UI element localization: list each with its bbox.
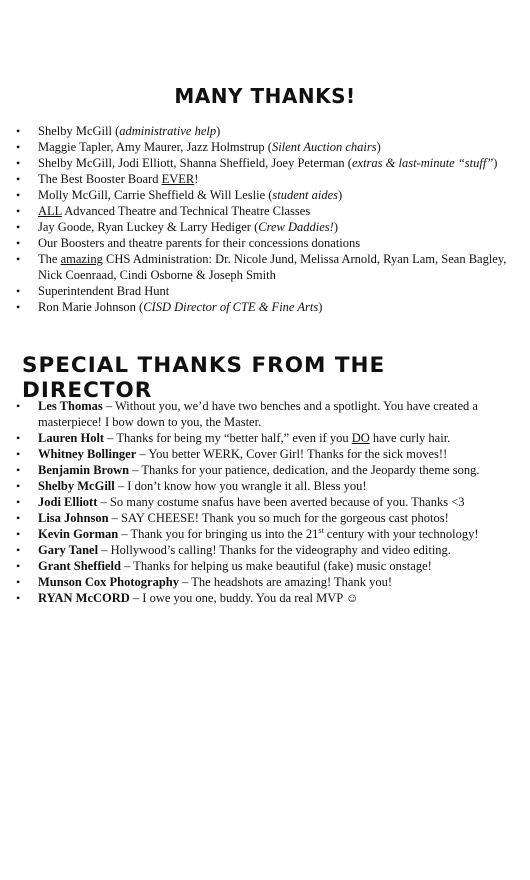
person-name: Lauren Holt <box>38 431 105 445</box>
list-item: • Kevin Gorman – Thank you for bringing us into the 21st century with your technology! <box>16 525 479 541</box>
person-name: Les Thomas <box>38 399 103 413</box>
person-name: Whitney Bollinger <box>38 447 137 461</box>
person-name: Shelby McGill <box>38 479 115 493</box>
bullet-icon: • <box>16 252 21 266</box>
bullet-icon: • <box>16 284 21 298</box>
bullet-icon: • <box>16 543 21 557</box>
list-item: • Jay Goode, Ryan Luckey & Larry Hediger (Crew Daddies!) <box>16 220 339 234</box>
bullet-icon: • <box>16 559 21 573</box>
person-name: Gary Tanel <box>38 543 99 557</box>
bullet-icon: • <box>16 495 21 509</box>
list-item: • Jodi Elliott – So many costume snafus have been averted because of you. Thanks <3 <box>16 495 465 509</box>
person-name: Munson Cox Photography <box>38 575 179 589</box>
list-item: • The Best Booster Board EVER! <box>16 172 199 186</box>
thanks-list <box>16 123 508 315</box>
bullet-icon: • <box>16 463 21 477</box>
list-item: • Shelby McGill – I don’t know how you wrangle it all. Bless you! <box>16 479 367 493</box>
list-item: • Shelby McGill (administrative help) <box>16 124 221 138</box>
list-item: • Maggie Tapler, Amy Maurer, Jazz Holmstrup (Silent Auction chairs) <box>16 140 381 154</box>
bullet-icon: • <box>16 527 21 541</box>
bullet-icon: • <box>16 140 21 154</box>
person-name: Grant Sheffield <box>38 559 121 573</box>
bullet-icon: • <box>16 447 21 461</box>
bullet-icon: • <box>16 479 21 493</box>
bullet-icon: • <box>16 236 21 250</box>
list-item: • RYAN McCORD – I owe you one, buddy. You da real MVP ☺ <box>16 591 359 605</box>
list-item: • Les Thomas – Without you, we’d have two benches and a spotlight. You have created a masterpiece! I bow down to you, the Master. <box>16 399 478 429</box>
bullet-icon: • <box>16 156 21 170</box>
list-item: • Shelby McGill, Jodi Elliott, Shanna Sheffield, Joey Peterman (extras & last-minute “stuff”) <box>16 156 498 170</box>
bullet-icon: • <box>16 300 21 314</box>
list-item: • Our Boosters and theatre parents for their concessions donations <box>16 236 361 250</box>
bullet-icon: • <box>16 204 21 218</box>
list-item: • Grant Sheffield – Thanks for helping us make beautiful (fake) music onstage! <box>16 559 432 573</box>
list-item: • Gary Tanel – Hollywood’s calling! Thanks for the videography and video editing. <box>16 543 451 557</box>
list-item: • Lisa Johnson – SAY CHEESE! Thank you so much for the gorgeous cast photos! <box>16 511 449 525</box>
bullet-icon: • <box>16 220 21 234</box>
bullet-icon: • <box>16 188 21 202</box>
list-item: • Whitney Bollinger – You better WERK, Cover Girl! Thanks for the sick moves!! <box>16 447 448 461</box>
person-name: Kevin Gorman <box>38 527 119 541</box>
list-item: • The amazing CHS Administration: Dr. Nicole Jund, Melissa Arnold, Ryan Lam, Sean Bagley, Nick Coenraad, Cindi Osborne & Joseph Smith <box>16 252 507 282</box>
bullet-icon: • <box>16 591 21 605</box>
list-item: • Munson Cox Photography – The headshots are amazing! Thank you! <box>16 575 393 589</box>
list-item: • Ron Marie Johnson (CISD Director of CTE & Fine Arts) <box>16 300 323 314</box>
bullet-icon: • <box>16 399 21 413</box>
person-name: Jodi Elliott <box>38 495 98 509</box>
bullet-icon: • <box>16 124 21 138</box>
list-item: • Molly McGill, Carrie Sheffield & Will Leslie (student aides) <box>16 188 343 202</box>
list-item: • ALL Advanced Theatre and Technical Theatre Classes <box>16 204 311 218</box>
bullet-icon: • <box>16 511 21 525</box>
list-item: • Benjamin Brown – Thanks for your patience, dedication, and the Jeopardy theme song. <box>16 463 480 477</box>
special-thanks-heading: SPECIAL THANKS FROM THE DIRECTOR <box>22 353 386 403</box>
person-name: Lisa Johnson <box>38 511 109 525</box>
bullet-icon: • <box>16 172 21 186</box>
special-thanks-list <box>16 398 516 606</box>
bullet-icon: • <box>16 431 21 445</box>
person-name: RYAN McCORD <box>38 591 130 605</box>
list-item: • Lauren Holt – Thanks for being my “better half,” even if you DO have curly hair. <box>16 431 451 445</box>
person-name: Benjamin Brown <box>38 463 130 477</box>
list-item: • Superintendent Brad Hunt <box>16 284 170 298</box>
bullet-icon: • <box>16 575 21 589</box>
many-thanks-heading: MANY THANKS! <box>174 84 356 108</box>
